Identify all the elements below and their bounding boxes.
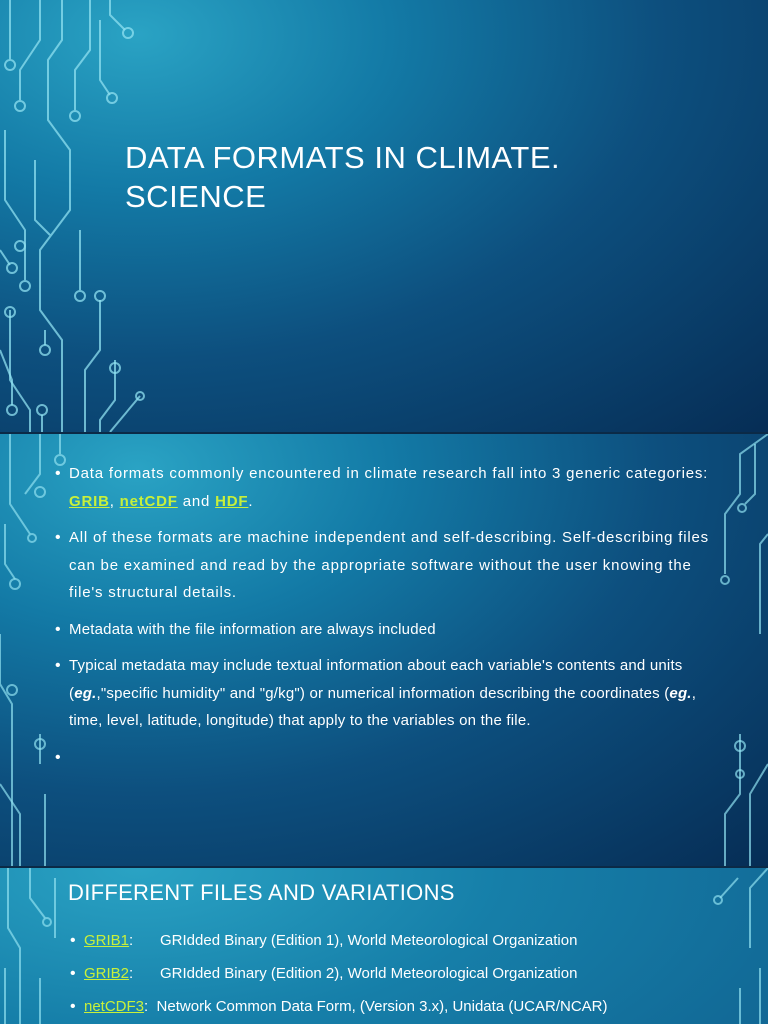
list-item	[55, 460, 725, 515]
bullet-dot: •	[70, 932, 76, 949]
slide-title	[125, 138, 725, 216]
title-line-2: SCIENCE	[125, 179, 267, 214]
bullet-dot: •	[55, 748, 61, 766]
bullet-dot: •	[70, 965, 76, 982]
variations-list	[70, 930, 740, 1024]
list-item	[70, 996, 740, 1018]
section-title: DIFFERENT FILES AND VARIATIONS	[68, 880, 455, 905]
item-description: Network Common Data Form, (Version 3.x), Unidata (UCAR/NCAR)	[156, 998, 608, 1015]
netcdf-link[interactable]: netCDF	[119, 492, 178, 510]
hdf-link[interactable]: HDF	[215, 492, 249, 510]
bullet-text: All of these formats are machine independent and self-describing. Self-describing files can be examined and read by the appropriate software without the user knowing the file's structural details.	[69, 529, 709, 601]
item-description: GRIdded Binary (Edition 2), World Meteorological Organization	[160, 965, 578, 982]
separator: :	[144, 998, 149, 1015]
bullet-dot: •	[55, 529, 62, 546]
period: .	[248, 492, 254, 510]
grib-link[interactable]: GRIB	[69, 492, 110, 510]
variations-slide	[0, 868, 768, 1024]
list-item	[55, 652, 725, 735]
grib1-link[interactable]: GRIB1	[84, 932, 130, 949]
bullet-dot: •	[55, 620, 61, 638]
and-text: and	[177, 492, 216, 510]
bullet-text: Typical metadata may include textual information about each variable's contents and units (	[69, 657, 683, 702]
bullet-dot: •	[55, 465, 62, 482]
bullet-text: Data formats commonly encountered in climate research fall into 3 generic categories:	[69, 465, 709, 482]
list-item	[55, 524, 725, 607]
eg-label: eg.	[74, 684, 97, 702]
separator: ,	[109, 492, 120, 510]
separator: :	[129, 965, 134, 982]
bullet-list	[55, 460, 725, 780]
list-item	[55, 744, 725, 772]
title-slide	[0, 0, 768, 432]
separator: :	[129, 932, 134, 949]
title-line-1: DATA FORMATS IN CLIMATE.	[125, 140, 561, 175]
bullet-text: ,"specific humidity" and "g/kg") or numerical information describing the coordinates (	[96, 684, 670, 702]
grib2-link[interactable]: GRIB2	[84, 965, 130, 982]
list-item	[70, 963, 740, 985]
eg-label: eg.	[669, 684, 692, 702]
circuit-decoration	[0, 0, 160, 432]
list-item	[70, 930, 740, 952]
bullet-text: , time, level, latitude, longitude) that apply to the variables on the file.	[69, 684, 697, 729]
content-slide	[0, 434, 768, 866]
netcdf3-link[interactable]: netCDF3	[84, 998, 145, 1015]
bullet-dot: •	[55, 657, 61, 674]
item-description: GRIdded Binary (Edition 1), World Meteorological Organization	[160, 932, 578, 949]
bullet-text: Metadata with the file information are always included	[69, 620, 436, 638]
list-item	[55, 616, 725, 644]
bullet-dot: •	[70, 998, 76, 1015]
